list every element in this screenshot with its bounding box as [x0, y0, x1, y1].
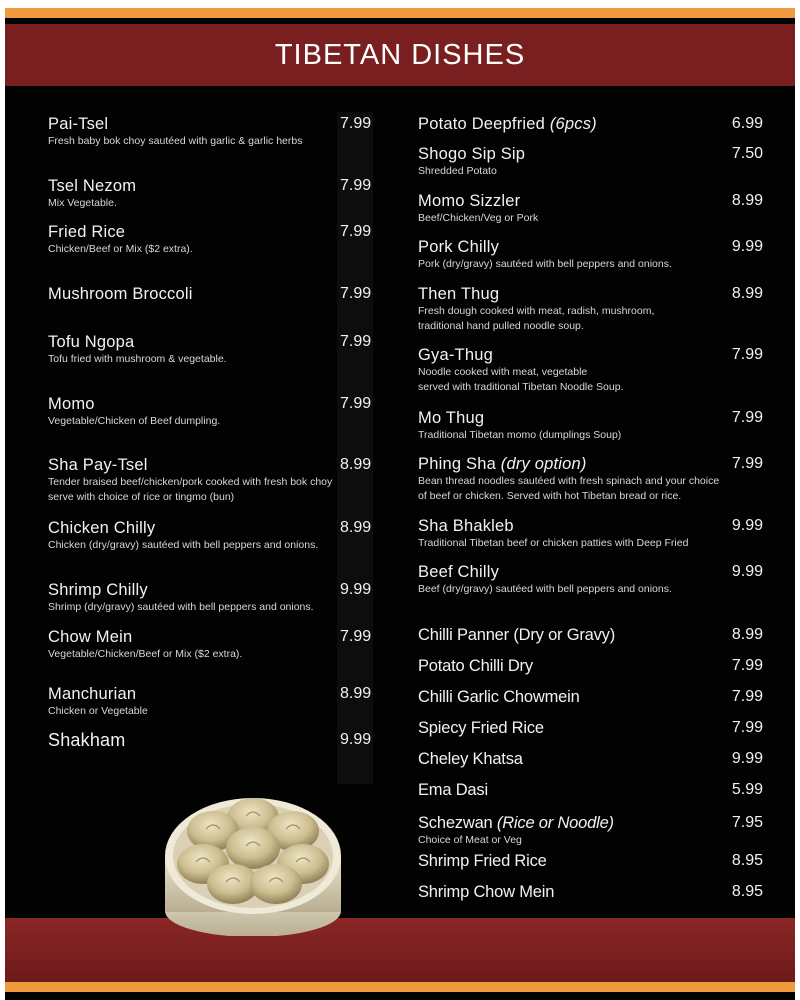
item-name: Ema Dasi — [418, 781, 488, 799]
menu-item — [418, 345, 763, 395]
item-name: Shakham — [48, 730, 126, 750]
item-name: Tsel Nezom — [48, 177, 137, 195]
item-price: 9.99 — [731, 517, 763, 534]
item-price: 7.99 — [340, 628, 372, 645]
item-option: (Rice or Noodle) — [496, 814, 614, 832]
item-price: 8.99 — [340, 685, 372, 702]
item-price: 7.99 — [731, 688, 763, 705]
item-name: Tofu Ngopa — [48, 333, 135, 351]
item-price: 9.99 — [731, 750, 763, 767]
item-name: Mushroom Broccoli — [48, 285, 193, 303]
menu-item — [418, 454, 763, 504]
item-price: 7.99 — [731, 657, 763, 674]
item-name: Phing Sha (dry option) — [418, 455, 587, 473]
item-price: 7.95 — [731, 814, 763, 831]
menu-item — [418, 114, 763, 134]
item-price: 7.99 — [340, 177, 372, 194]
menu-item — [418, 780, 763, 800]
menu-item — [418, 144, 763, 179]
item-price: 7.99 — [731, 455, 763, 472]
item-description: Noodle cooked with meat, vegetable served with traditional Tibetan Noodle Soup. — [418, 366, 624, 393]
item-description: Vegetable/Chicken of Beef dumpling. — [48, 415, 221, 427]
item-name: Shrimp Chow Mein — [418, 883, 555, 901]
item-description: Shrimp (dry/gravy) sautéed with bell peppers and onions. — [48, 601, 314, 613]
item-description: Fresh dough cooked with meat, radish, mushroom, traditional hand pulled noodle soup. — [418, 305, 655, 332]
menu-item — [418, 656, 763, 676]
item-price: 8.99 — [340, 519, 372, 536]
item-price: 7.99 — [731, 409, 763, 426]
menu-item — [418, 625, 763, 645]
item-name: Momo — [48, 395, 95, 413]
item-name: Shrimp Chilly — [48, 581, 148, 599]
item-description: Beef/Chicken/Veg or Pork — [418, 212, 539, 224]
item-price: 7.99 — [340, 285, 372, 302]
item-name: Then Thug — [418, 285, 500, 303]
menu-title: TIBETAN DISHES — [274, 38, 526, 71]
menu-item — [48, 580, 378, 615]
item-name: Potato Chilli Dry — [418, 657, 533, 675]
item-price: 9.99 — [340, 581, 372, 598]
item-price: 8.99 — [731, 626, 763, 643]
item-description: Pork (dry/gravy) sautéed with bell peppers and onions. — [418, 258, 672, 270]
menu-board — [5, 8, 795, 1000]
item-description: Traditional Tibetan momo (dumplings Soup) — [418, 429, 622, 441]
item-description: Tofu fried with mushroom & vegetable. — [48, 353, 227, 365]
menu-item — [48, 394, 378, 429]
menu-item — [48, 518, 378, 553]
item-price: 7.99 — [340, 395, 372, 412]
item-name: Momo Sizzler — [418, 192, 521, 210]
menu-item — [48, 627, 378, 662]
item-name: Chicken Chilly — [48, 519, 156, 537]
item-price: 6.99 — [731, 115, 763, 132]
menu-item — [48, 284, 378, 304]
item-name: Mo Thug — [418, 409, 485, 427]
menu-item — [418, 851, 763, 871]
menu-item — [418, 562, 763, 597]
item-price: 9.99 — [340, 731, 372, 748]
item-name: Sha Pay-Tsel — [48, 456, 148, 474]
item-name: Gya-Thug — [418, 346, 493, 364]
item-description: Bean thread noodles sautéed with fresh spinach and your choice of beef or chicken. Served with hot Tibetan bread or rice. — [418, 475, 720, 502]
item-name: Pork Chilly — [418, 238, 500, 256]
item-price: 8.99 — [731, 192, 763, 209]
item-name: Sha Bhakleb — [418, 517, 514, 535]
menu-item — [418, 749, 763, 769]
item-description: Shredded Potato — [418, 165, 497, 177]
menu-item — [418, 718, 763, 738]
item-description: Traditional Tibetan beef or chicken patties with Deep Fried — [418, 537, 689, 549]
item-name: Shogo Sip Sip — [418, 145, 526, 163]
item-price: 7.99 — [340, 223, 372, 240]
item-price: 7.99 — [340, 333, 372, 350]
item-price: 9.99 — [731, 563, 763, 580]
item-description: Beef (dry/gravy) sautéed with bell peppers and onions. — [418, 583, 672, 595]
menu-item — [48, 684, 378, 719]
item-name: Pai-Tsel — [48, 115, 109, 133]
item-name: Manchurian — [48, 685, 137, 703]
item-name: Potato Deepfried (6pcs) — [418, 115, 597, 133]
item-name: Fried Rice — [48, 223, 126, 241]
menu-item — [418, 516, 763, 551]
item-price: 7.99 — [731, 346, 763, 363]
item-description: Chicken/Beef or Mix ($2 extra). — [48, 243, 193, 255]
bottom-orange-band — [5, 982, 795, 992]
item-price: 8.99 — [340, 456, 372, 473]
menu-item — [418, 408, 763, 443]
dumplings-icon — [158, 786, 348, 936]
item-description: Fresh baby bok choy sautéed with garlic & garlic herbs — [48, 135, 303, 147]
item-option: (6pcs) — [549, 115, 597, 133]
item-description: Chicken (dry/gravy) sautéed with bell peppers and onions. — [48, 539, 319, 551]
item-price: 7.99 — [731, 719, 763, 736]
menu-item — [418, 237, 763, 272]
item-name: Chow Mein — [48, 628, 133, 646]
dumplings-steamer-image — [158, 786, 348, 936]
item-name: Schezwan (Rice or Noodle) — [418, 814, 614, 832]
item-price: 5.99 — [731, 781, 763, 798]
item-price: 7.99 — [340, 115, 372, 132]
title-bar — [5, 24, 795, 86]
footer-bar — [5, 918, 795, 982]
menu-item — [418, 813, 763, 848]
item-price: 8.99 — [731, 285, 763, 302]
item-name: Beef Chilly — [418, 563, 500, 581]
item-description: Tender braised beef/chicken/pork cooked with fresh bok choy serve with choice of rice or tingmo (bun) — [48, 476, 333, 503]
menu-item — [418, 687, 763, 707]
item-option: (dry option) — [500, 455, 587, 473]
item-price: 8.95 — [731, 852, 763, 869]
item-name: Shrimp Fried Rice — [418, 852, 547, 870]
item-price: 9.99 — [731, 238, 763, 255]
item-name: Chilli Panner (Dry or Gravy) — [418, 626, 616, 644]
menu-item — [418, 284, 763, 334]
top-orange-band — [5, 8, 795, 18]
item-price: 7.50 — [731, 145, 763, 162]
menu-item — [48, 455, 378, 505]
item-description: Vegetable/Chicken/Beef or Mix ($2 extra). — [48, 648, 243, 660]
item-description: Choice of Meat or Veg — [418, 834, 522, 846]
item-description: Mix Vegetable. — [48, 197, 117, 209]
menu-item — [48, 176, 378, 211]
item-name: Chilli Garlic Chowmein — [418, 688, 580, 706]
menu-item — [48, 730, 378, 750]
item-description: Chicken or Vegetable — [48, 705, 148, 717]
menu-item — [48, 222, 378, 257]
item-price: 8.95 — [731, 883, 763, 900]
item-name: Cheley Khatsa — [418, 750, 523, 768]
item-name: Spiecy Fried Rice — [418, 719, 544, 737]
menu-item — [418, 882, 763, 902]
menu-item — [418, 191, 763, 226]
menu-item — [48, 114, 378, 149]
menu-item — [48, 332, 378, 367]
